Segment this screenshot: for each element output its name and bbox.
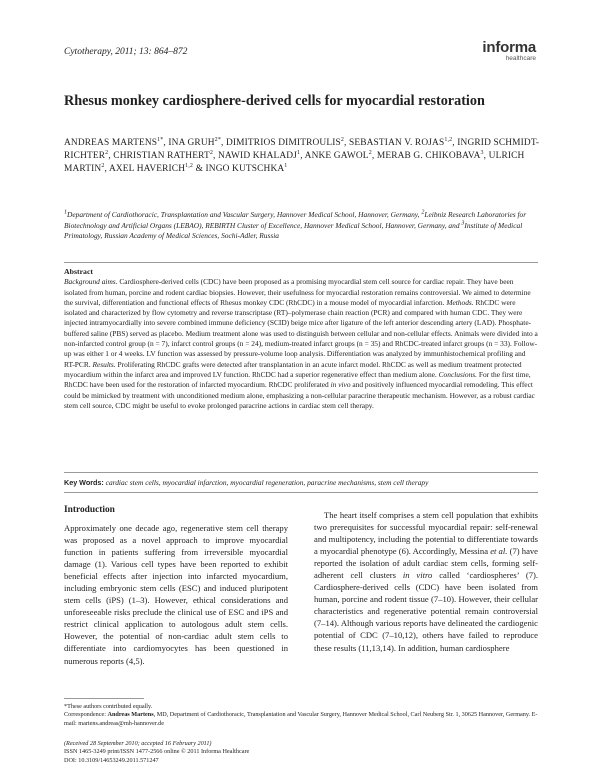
author-list	[64, 137, 544, 175]
journal-citation	[64, 47, 187, 57]
abstract-label: Conclusions.	[438, 369, 478, 379]
author-sup: 3	[480, 149, 484, 156]
abstract-text: Cardiosphere-derived cells (CDC) have been proposed as a promising myocardial stem cell source for cardiac repair. They have been isolated from human, porcine and rodent cardiac biopsies. However, their usefulness for myocardial restoration remains controversial. We aimed to determine the survival, differentiation and functional effects of Rhesus monkey CDC (RhCDC) in a mouse model of myocardial infarction.	[64, 277, 531, 307]
logo-sub: healthcare	[505, 55, 536, 62]
intro-column-left: Approximately one decade ago, regenerative stem cell therapy was proposed as a novel approach to improve myocardial function in patients suffering from irreversible myocardial damage (1). Various cell types have been reported to exhibit beneficial effects after injection into infarcted myocardium, including embryonic stem cells (ESC) and induced pluripotent stem cells (iPS) (1–3). However, ethical considerations and unforeseeable risks preclude the clinical use of ESC and iPS and restrict clinical application to autologous adult stem cells. However, the potential of non-cardiac adult stem cells to differentiate into cardiomyocytes has been questioned in numerous reports (4,5).	[64, 523, 288, 666]
author-sup: 2	[368, 149, 372, 156]
abstract-text: For the first time, RhCDC have been used for the restoration of infarcted myocardium. RhCDC proliferated	[64, 369, 531, 390]
abstract	[64, 267, 538, 411]
doi: DOI: 10.3109/14653249.2011.571247	[64, 756, 159, 764]
received-dates: (Received 28 September 2010; accepted 16 February 2011)	[64, 740, 212, 747]
affil-text: Leibniz Research Laboratories for Biotechnology and Artificial Organs (LEBAO), REBIRTH Cluster of Excellence, Hannover Medical School, Hannover, Germany, and	[64, 210, 527, 230]
keywords-value: cardiac stem cells, myocardial infarction, myocardial regeneration, paracrine mechanisms, stem cell therapy	[103, 478, 429, 487]
corr-name: Andreas Martens	[107, 711, 154, 719]
author: , AXEL HAVERICH	[104, 163, 186, 174]
body-text: (7) have reported the isolation of adult cardiac stem cells, forming self-adherent cell clusters	[314, 546, 538, 581]
abstract-label: Background aims.	[64, 277, 118, 287]
body-text: The heart itself comprises a stem cell population that exhibits two prerequisites for successful myocardial repair: self-renewal and multipotency, including the potential to differentiate towards a myocardial phenotype (6). Accordingly, Messina	[314, 510, 538, 557]
abstract-body	[64, 277, 538, 411]
keywords	[64, 478, 538, 488]
body-italic: in vitro	[402, 570, 433, 581]
author-sup: 1*	[157, 136, 164, 143]
affiliations	[64, 210, 539, 242]
author-sup: 1	[284, 162, 288, 169]
issn: ISSN 1465-3249 print/ISSN 1477-2566 online © 2011 Informa Healthcare	[64, 748, 250, 756]
body-text: called ‘cardiospheres’ (7). Cardiosphere-derived cells (CDC) have been isolated from human, porcine and rodent tissue (7–10). However, their cellular characteristics and regenerative potential remain controversial (7–14). Although various reports have delineated the cardiogenic potential of CDC (7–10,12), others have failed to reproduce these results (11,13,14). In addition, human cardiosphere	[314, 570, 539, 653]
author: , ULRICH MARTIN	[64, 150, 525, 174]
paper-title: Rhesus monkey cardiosphere-derived cells for myocardial restoration	[64, 93, 485, 109]
body-italic: et al.	[490, 546, 508, 557]
author: , INA GRUH	[163, 138, 215, 148]
corr-text: , MD, Department of Cardiothoracic, Transplantation and Vascular Surgery, Hannover Medical School, Carl Neuberg Str. 1, 30625 Hannover, Germany. E-mail: martens.andreas@mh-hannover.de	[64, 711, 538, 727]
author: , SEBASTIAN V. ROJAS	[344, 138, 445, 148]
author: , NAWID KHALADJ	[212, 150, 298, 161]
abstract-italic: in vivo	[330, 380, 351, 390]
corr-label: Correspondence:	[64, 711, 108, 719]
keywords-bottom-rule	[64, 492, 538, 493]
keywords-top-rule	[64, 472, 538, 473]
journal-volume: , 2011; 13: 864–872	[110, 47, 188, 57]
affil-text: Institute of Medical Primatology, Russian Academy of Medical Sciences, Sochi-Adler, Russia	[64, 220, 523, 241]
publisher-logo	[482, 40, 536, 63]
author-sup: 1,2	[185, 162, 194, 169]
author-sup: 1,2	[444, 136, 453, 143]
author-sup: 2	[340, 136, 344, 143]
author-sup: 1	[297, 149, 301, 156]
section-heading-introduction: Introduction	[64, 505, 115, 515]
abstract-label: Methods.	[446, 297, 474, 307]
abstract-label: Results.	[92, 359, 116, 369]
journal-name: Cytotherapy	[64, 47, 111, 57]
affil-text: Department of Cardiothoracic, Transplantation and Vascular Surgery, Hannover Medical School, Hannover, Germany,	[67, 210, 422, 219]
keywords-label: Key Words:	[64, 478, 104, 487]
author: , MERAB G. CHIKOBAVA	[371, 150, 481, 161]
author: & INGO KUTSCHKA	[193, 163, 285, 174]
article-meta	[64, 740, 538, 765]
footnote	[64, 703, 538, 728]
author-sup: 2	[101, 162, 105, 169]
logo-brand: informa	[482, 39, 536, 56]
abstract-text: and positively influenced myocardial remodeling. This effect could be mimicked by treatment with unconditioned medium alone, emphasizing a non-cellular paracrine therapeutic mechanism. However, as a robust cardiac stem cell source, CDC might be useful to evoke prolonged paracrine actions in cardiac stem cell therapy.	[64, 380, 535, 410]
author-sup: 2	[105, 149, 109, 156]
intro-column-right	[314, 509, 538, 654]
author: , ANKE GAWOL	[300, 150, 369, 161]
abstract-text: RhCDC were isolated and characterized by flow cytometry and reverse transcriptase (RT)–polymerase chain reaction (PCR) and compared with human CDC. They were injected intramyocardially into severe combined immune deficiency (SCID) beige mice after ligature of the left anterior descending artery (LAD). Phosphate-buffered saline (PBS) served as placebo. Medium treatment alone was used to distinguish between cellular and non-cellular effects. Animals were divided into a non-infarcted control group (n = 7), infarct control groups (n = 24), medium-treated infarct groups (n = 35) and RhCDC-treated infarct groups (n = 33). Follow-up was either 1 or 4 weeks. LV function was assessed by pressure-volume loop analysis. Differentiation was analyzed by immunhistochemical profiling and RT-PCR.	[64, 297, 538, 369]
author: , INGRID SCHMIDT-RICHTER	[64, 138, 540, 161]
affil-sup: 2	[421, 209, 425, 216]
footnote-rule	[64, 698, 144, 699]
affil-sup: 1	[64, 209, 67, 216]
author: , DIMITRIOS DIMITROULIS	[220, 138, 341, 148]
author: , CHRISTIAN RATHERT	[108, 150, 210, 161]
abstract-top-rule	[64, 262, 538, 263]
author: ANDREAS MARTENS	[64, 138, 158, 148]
footnote-equal: *These authors contributed equally.	[64, 703, 153, 710]
author-sup: 2*	[214, 136, 221, 143]
abstract-heading: Abstract	[64, 267, 94, 276]
author-sup: 2	[209, 149, 213, 156]
affil-sup: 3	[461, 220, 465, 227]
footnote-correspondence	[64, 711, 538, 728]
abstract-text: Proliferating RhCDC grafts were detected after transplantation in an acute infarct model. RhCDC as well as medium treatment protected myocardium within the infarct area and improved LV function. RhCDC had a superior regenerative effect than medium alone.	[64, 359, 522, 379]
